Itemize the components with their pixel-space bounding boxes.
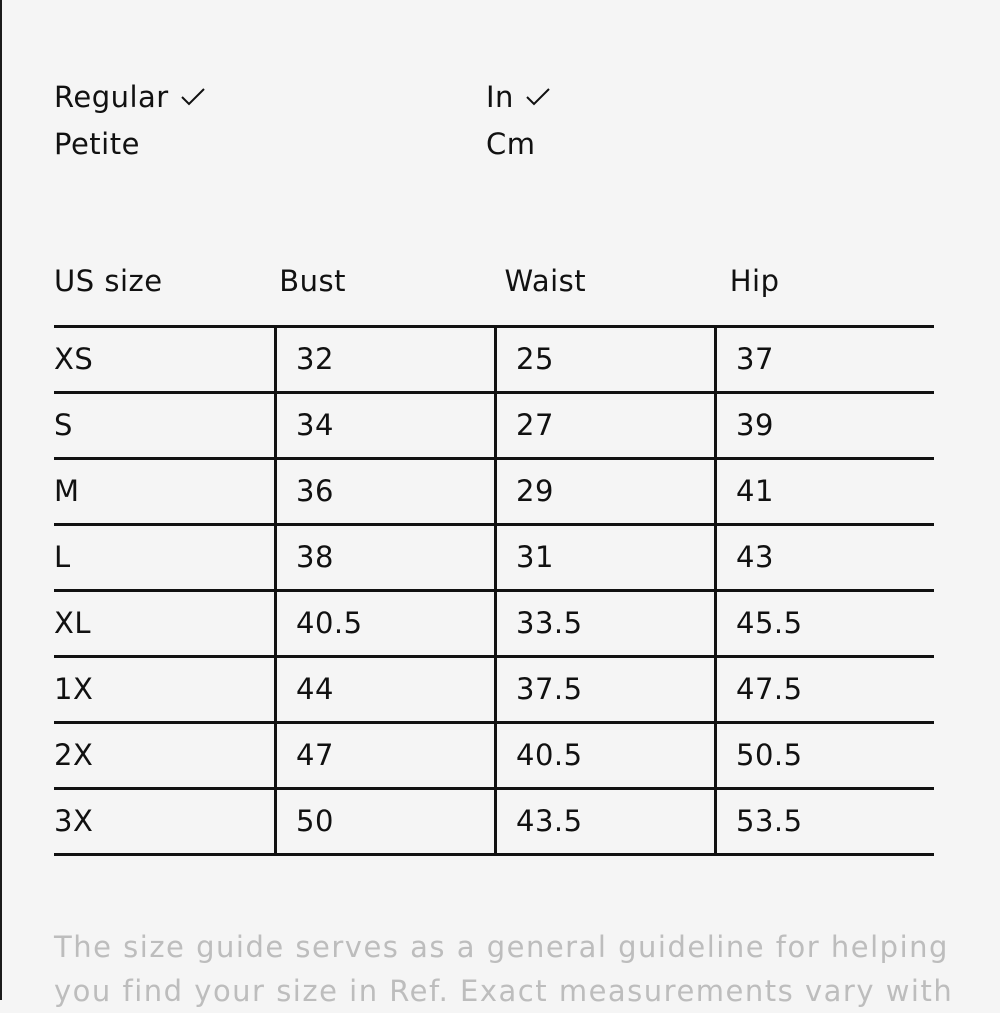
panel-left-edge: [0, 0, 2, 1000]
waist-cell: 40.5: [494, 724, 714, 787]
fit-option-label: Regular: [54, 80, 169, 114]
table-row: [54, 526, 934, 592]
table-row: [54, 724, 934, 790]
table-row: [54, 592, 934, 658]
size-chart-table: [54, 262, 934, 856]
bust-cell: 38: [274, 526, 494, 589]
hip-cell: 50.5: [714, 724, 934, 787]
column-header-hip: Hip: [729, 264, 780, 298]
waist-cell: 27: [494, 394, 714, 457]
hip-cell: 39: [714, 394, 934, 457]
hip-cell: 43: [714, 526, 934, 589]
table-row: [54, 790, 934, 856]
bust-cell: 36: [274, 460, 494, 523]
table-header-row: [54, 262, 934, 328]
waist-cell: 25: [494, 328, 714, 391]
size-guide-options: [54, 78, 934, 178]
unit-option-label: Cm: [486, 127, 536, 161]
disclaimer-line: The size guide serves as a general guideline for helping: [54, 930, 949, 964]
column-header-us-size: US size: [54, 264, 163, 298]
fit-option-regular[interactable]: [54, 78, 205, 125]
hip-cell: 45.5: [714, 592, 934, 655]
column-header-bust: Bust: [279, 264, 347, 298]
checkmark-icon: [181, 88, 205, 106]
waist-cell: 33.5: [494, 592, 714, 655]
size-cell: 3X: [54, 804, 94, 838]
unit-option-in[interactable]: [486, 78, 550, 125]
bust-cell: 50: [274, 790, 494, 853]
waist-cell: 31: [494, 526, 714, 589]
hip-cell: 41: [714, 460, 934, 523]
checkmark-icon: [526, 88, 550, 106]
unit-selector: [486, 78, 550, 172]
size-cell: XS: [54, 342, 94, 376]
size-cell: M: [54, 474, 80, 508]
bust-cell: 32: [274, 328, 494, 391]
waist-cell: 29: [494, 460, 714, 523]
size-cell: XL: [54, 606, 92, 640]
table-row: [54, 328, 934, 394]
waist-cell: 43.5: [494, 790, 714, 853]
column-header-waist: Waist: [504, 264, 587, 298]
fit-option-label: Petite: [54, 127, 140, 161]
fit-selector: [54, 78, 205, 172]
bust-cell: 44: [274, 658, 494, 721]
table-row: [54, 460, 934, 526]
unit-option-cm[interactable]: [486, 125, 550, 172]
hip-cell: 37: [714, 328, 934, 391]
hip-cell: 53.5: [714, 790, 934, 853]
waist-cell: 37.5: [494, 658, 714, 721]
hip-cell: 47.5: [714, 658, 934, 721]
size-cell: 2X: [54, 738, 94, 772]
fit-option-petite[interactable]: [54, 125, 205, 172]
size-cell: 1X: [54, 672, 94, 706]
bust-cell: 34: [274, 394, 494, 457]
table-row: [54, 394, 934, 460]
size-cell: L: [54, 540, 71, 574]
size-cell: S: [54, 408, 73, 442]
bust-cell: 47: [274, 724, 494, 787]
disclaimer-line: you find your size in Ref. Exact measurements vary with: [54, 974, 954, 1008]
unit-option-label: In: [486, 80, 514, 114]
bust-cell: 40.5: [274, 592, 494, 655]
table-row: [54, 658, 934, 724]
